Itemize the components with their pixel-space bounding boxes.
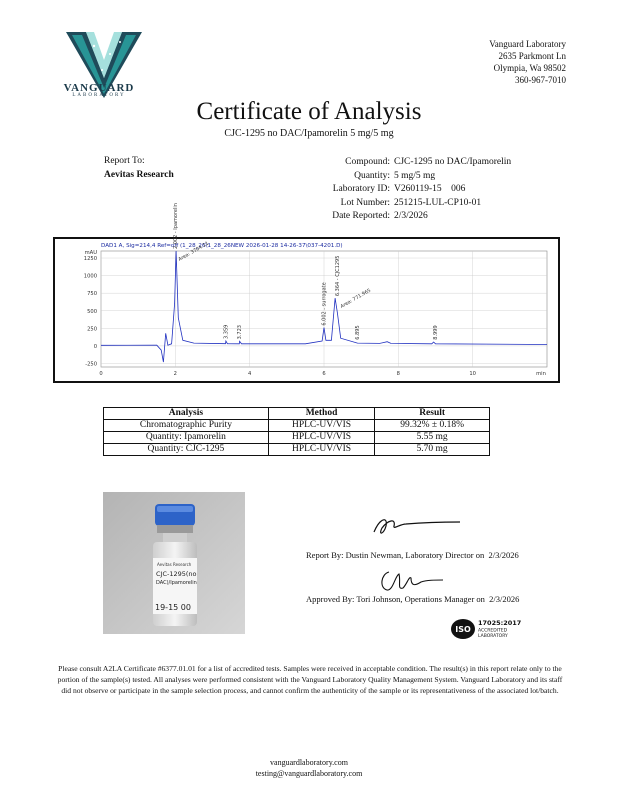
approved-by-date: 2/3/2026 bbox=[489, 594, 520, 604]
iso-line1: ACCREDITED bbox=[478, 628, 508, 634]
cell-analysis: Quantity: Ipamorelin bbox=[104, 432, 269, 444]
cell-method: HPLC-UV/VIS bbox=[268, 444, 374, 456]
results-header-row bbox=[104, 408, 490, 420]
iso-accreditation-icon bbox=[450, 618, 526, 640]
x-tick-label: 4 bbox=[248, 371, 252, 377]
header-analysis: Analysis bbox=[104, 408, 269, 420]
table-row bbox=[104, 444, 490, 456]
peak-label: 6.002 - surrogate bbox=[321, 282, 328, 326]
header-result: Result bbox=[375, 408, 490, 420]
iso-line2: LABORATORY bbox=[478, 634, 508, 639]
info-row-quantity bbox=[300, 170, 511, 184]
cell-result: 99.32% ± 0.18% bbox=[375, 420, 490, 432]
peak-area-label: Area: 3704.11 bbox=[177, 241, 210, 263]
y-tick-label: 0 bbox=[93, 343, 97, 350]
y-tick-label: 500 bbox=[87, 308, 97, 315]
results-table bbox=[103, 407, 490, 456]
lab-address bbox=[489, 38, 566, 86]
info-row-lab-id bbox=[300, 183, 511, 197]
vial-photo bbox=[103, 492, 245, 634]
y-tick-label: 750 bbox=[87, 291, 97, 298]
page-title: Certificate of Analysis bbox=[196, 98, 422, 125]
table-row bbox=[104, 420, 490, 432]
x-tick-label: 6 bbox=[322, 371, 326, 377]
vial-label-line: 19-15 00 bbox=[155, 603, 191, 612]
page-subtitle: CJC-1295 no DAC/Ipamorelin 5 mg/5 mg bbox=[224, 128, 394, 139]
info-value: CJC-1295 no DAC/Ipamorelin bbox=[394, 157, 512, 167]
info-key: Compound: bbox=[345, 157, 390, 167]
peak-label: 3.359 bbox=[223, 324, 230, 339]
cell-analysis: Quantity: CJC-1295 bbox=[104, 444, 269, 456]
peak-label: 8.999 bbox=[432, 325, 439, 340]
report-to-label: Report To: bbox=[104, 156, 145, 166]
x-tick-label: min bbox=[536, 371, 546, 377]
table-row bbox=[104, 432, 490, 444]
y-axis-label: mAU bbox=[84, 250, 97, 256]
approved-by-line bbox=[306, 594, 519, 604]
report-to-value: Aevitas Research bbox=[104, 170, 174, 180]
cell-result: 5.55 mg bbox=[375, 432, 490, 444]
vial-image bbox=[103, 492, 245, 634]
logo-wordmark: VANGUARD bbox=[63, 82, 135, 94]
lab-name: Vanguard Laboratory bbox=[489, 39, 566, 49]
info-key: Quantity: bbox=[354, 170, 390, 181]
manager-signature-icon bbox=[375, 566, 445, 594]
header-method: Method bbox=[268, 408, 374, 420]
x-tick-label: 2 bbox=[173, 371, 177, 377]
x-tick-label: 0 bbox=[99, 371, 103, 377]
y-tick-label: -250 bbox=[85, 361, 97, 368]
peak-label: 6.364 - CJC1295 bbox=[335, 255, 342, 297]
info-value: 2/3/2026 bbox=[394, 211, 428, 222]
y-tick-label: 1000 bbox=[83, 273, 97, 280]
director-signature-icon bbox=[366, 510, 466, 540]
report-by-date: 2/3/2026 bbox=[488, 550, 519, 560]
disclaimer-text: Please consult A2LA Certificate #6377.01.01 for a list of accredited tests. Samples were received in acceptable condition. The result(s) in this report relate only to the portion of the sample(s) tested. All analyses were performed consistent with the Vanguard Laboratory Quality Management System. Vanguard Laboratory and its staff did not observe or participate in the sample selection process, and cannot confirm the authenticity of the sample or its representativeness of the associated lot/batch. bbox=[57, 664, 563, 695]
cell-method: HPLC-UV/VIS bbox=[268, 432, 374, 444]
iso-standard: 17025:2017 bbox=[478, 619, 522, 627]
info-row-compound bbox=[300, 156, 511, 170]
cell-result: 5.70 mg bbox=[375, 444, 490, 456]
info-key: Lot Number: bbox=[340, 197, 390, 208]
sample-info bbox=[300, 156, 511, 224]
y-tick-label: 250 bbox=[87, 326, 97, 333]
info-key: Date Reported: bbox=[332, 211, 390, 222]
address-line2: Olympia, Wa 98502 bbox=[493, 63, 566, 73]
report-by-text: Report By: Dustin Newman, Laboratory Director on bbox=[306, 550, 485, 560]
info-value: 5 mg/5 mg bbox=[394, 170, 436, 181]
website-link[interactable]: vanguardlaboratory.com bbox=[270, 758, 348, 767]
x-tick-label: 8 bbox=[396, 371, 400, 377]
chart-title: DAD1 A, Sig=214,4 Ref=off (1_28_26\1_28_26NEW 2026-01-28 14-26-37\037-4201.D) bbox=[101, 243, 343, 249]
x-tick-label: 10 bbox=[469, 371, 476, 377]
lab-phone: 360-967-7010 bbox=[515, 75, 566, 85]
approved-by-text: Approved By: Tori Johnson, Operations Manager on bbox=[306, 594, 485, 604]
address-line1: 2635 Parkmont Ln bbox=[498, 51, 566, 61]
info-row-date bbox=[300, 210, 511, 224]
y-tick-label: 1250 bbox=[83, 256, 97, 263]
vial-label-line: Aevitas Research bbox=[157, 562, 192, 567]
logo-subtitle: LABORATORY bbox=[72, 93, 126, 98]
vial-label-line: DAC)/Ipamorelin bbox=[156, 580, 197, 586]
cell-method: HPLC-UV/VIS bbox=[268, 420, 374, 432]
vial-label-line: CJC-1295(no bbox=[156, 570, 197, 578]
cell-analysis: Chromatographic Purity bbox=[104, 420, 269, 432]
peak-label: 6.895 bbox=[354, 325, 361, 340]
info-value: V260119-15 006 bbox=[394, 184, 466, 195]
iso-mark: ISO bbox=[455, 625, 471, 634]
info-value: 251215-LUL-CP10-01 bbox=[394, 197, 482, 208]
info-row-lot bbox=[300, 197, 511, 211]
report-by-line bbox=[306, 550, 519, 560]
email-link[interactable]: testing@vanguardlaboratory.com bbox=[255, 769, 363, 778]
peak-label: 2.002 - Ipamorelin bbox=[172, 203, 179, 249]
info-key: Laboratory ID: bbox=[332, 184, 390, 195]
footer-contact bbox=[0, 757, 618, 779]
peak-area-label: Area: 771.965 bbox=[340, 288, 373, 310]
peak-label: 3.723 bbox=[236, 325, 243, 340]
